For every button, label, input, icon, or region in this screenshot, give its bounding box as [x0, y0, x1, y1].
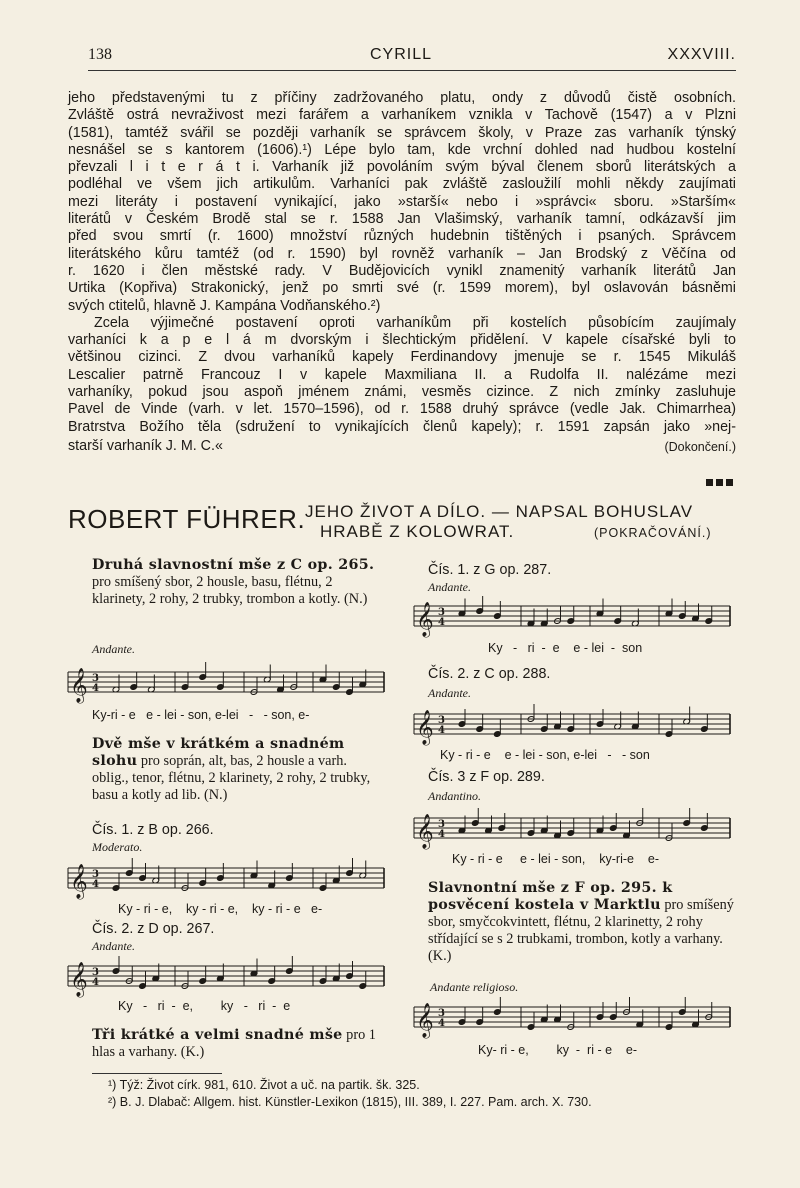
svg-text:3: 3 [438, 1008, 445, 1019]
text-line: mezi literáty i postavení vynikající, jako »starší« nebo i »správci« sboru. »Starším« [68, 193, 736, 210]
text-line: svých ctitelů, hlavně J. Kampána Vodňanského.²) [68, 297, 381, 314]
svg-text:3: 3 [438, 607, 445, 618]
lyrics-op287: Ky - ri - e e - lei - son [488, 641, 643, 655]
svg-text:3: 3 [92, 967, 99, 978]
text-line: podléhal ve všem jich artikulům. Varhaníci pak zvláště zasloužilí mohli někdy zaujímati [68, 176, 736, 193]
entry-title: Tři krátké a velmi snadné mše [92, 1027, 343, 1043]
svg-text:4: 4 [92, 879, 99, 890]
text-line: varhaníky, pokud jsou aspoň jménem známi, vesměs cizince. Z nich zmínky zasluhuje [68, 384, 736, 401]
music-staff-op266 [64, 858, 390, 902]
music-staff-op267 [64, 956, 390, 1000]
tempo-marking: Andante religioso. [430, 980, 519, 994]
entry-description: pro smíšený sbor, 2 housle, basu, flétnu, 2 klarinety, 2 rohy, 2 trubky, trombon a kotly. (N.) [92, 574, 368, 607]
article-continuation-note: (POKRAČOVÁNÍ.) [594, 526, 712, 540]
svg-text:𝄞: 𝄞 [70, 962, 88, 997]
text-line: před svou smrtí (r. 1600) množství různých hudebnin tištěných i psaných. Správcem [68, 228, 736, 245]
header-rule [88, 70, 736, 71]
tempo-marking: Andante. [428, 686, 471, 700]
music-staff-op287 [410, 596, 736, 640]
text-line: převzali l i t e r á t i. Varhaník již povoláním svým býval členem sborů literátských a [68, 159, 736, 176]
section-separator-ornament [706, 479, 733, 486]
lyrics-op288: Ky - ri - e e - lei - son, e-lei - - son [440, 748, 650, 762]
lyrics-op295: Ky- ri - e, ky - ri - e e- [478, 1043, 638, 1057]
music-staff-op289 [410, 808, 736, 852]
example-label: Čís. 1. z G op. 287. [428, 562, 552, 578]
article-end-row [68, 438, 736, 456]
article-continuation-text [68, 90, 736, 436]
svg-text:4: 4 [438, 1018, 445, 1029]
text-line: Bratrstva Božího těla (sdružení to vynikajících členů kapely); r. 1591 zapsán jako »nej- [68, 418, 736, 435]
svg-text:4: 4 [92, 683, 99, 694]
svg-text:3: 3 [438, 819, 445, 830]
svg-text:𝄞: 𝄞 [416, 814, 434, 849]
example-label: Čís. 2. z D op. 267. [92, 921, 215, 937]
svg-text:4: 4 [92, 977, 99, 988]
entry-mass-op265 [92, 557, 387, 608]
svg-text:𝄞: 𝄞 [416, 710, 434, 745]
running-title: CYRILL [370, 46, 433, 63]
entry-title: Druhá slavnostní mše z C op. 265. [92, 557, 375, 573]
tempo-marking: Andantino. [428, 789, 481, 803]
svg-text:3: 3 [92, 673, 99, 684]
entry-mass-op295 [428, 880, 734, 965]
article-subtitle-line1: JEHO ŽIVOT A DÍLO. — NAPSAL BOHUSLAV [305, 502, 694, 521]
text-line: r. 1620 i člen městské rady. V Budějovicích vynikl znamenitý varhaník literátů Jan [68, 262, 736, 279]
example-label: Čís. 3 z F op. 289. [428, 769, 545, 785]
svg-text:𝄞: 𝄞 [70, 668, 88, 703]
text-line: většinou cizinci. Z dvou varhaníků kapely Ferdinandovy jmenuje se r. 1545 Mikuláš [68, 349, 736, 366]
entry-two-masses [92, 736, 387, 804]
tempo-marking: Moderato. [92, 840, 143, 854]
svg-text:𝄞: 𝄞 [416, 602, 434, 637]
entry-three-masses [92, 1027, 387, 1061]
lyrics-op289: Ky - ri - e e - lei - son, ky-ri-e e- [452, 852, 659, 866]
example-label: Čís. 1. z B op. 266. [92, 822, 214, 838]
text-line: literátů v Českém Brodě stal se r. 1588 Jan Vlašimský, varhaník tamní, odkázavší jim [68, 211, 736, 228]
page-header [88, 46, 736, 68]
text-line: Urtika (Kopřiva) Strakonický, jenž po smrti své (r. 1599 morem), byl oslavován básněmi [68, 280, 736, 297]
svg-text:4: 4 [438, 725, 445, 736]
svg-text:𝄞: 𝄞 [70, 864, 88, 899]
tempo-marking: Andante. [92, 642, 135, 656]
svg-text:3: 3 [92, 869, 99, 880]
svg-text:4: 4 [438, 617, 445, 628]
entry-description: pro 1 hlas a varhany. (K.) [92, 1027, 376, 1060]
tempo-marking: Andante. [428, 580, 471, 594]
text-line: Zcela výjimečné postavení oproti varhaníkům při kostelích působícím zaujímaly [94, 314, 736, 331]
text-line: varhaníci k a p e l á m dvorským i šlechtickým přidělení. V kapele císařské byli to [68, 332, 736, 349]
text-line: nesnášel se s kantorem (1606).¹) Lépe bylo tam, kde vrchní dohled nad hudbou kostelní [68, 141, 736, 158]
entry-title: Dvě mše v krátkém a snadném slohu [92, 736, 345, 769]
lyrics-op267: Ky - ri - e, ky - ri - e [118, 999, 291, 1013]
footnote-2: ²) B. J. Dlabač: Allgem. hist. Künstler-Lexikon (1815), III. 389, I. 227. Pam. arch. X. 730. [108, 1095, 592, 1109]
text-line: jeho představenými tu z příčiny zadržovaného platu, ondy z důvodů čistě osobních. [68, 90, 736, 106]
music-staff-op288 [410, 704, 736, 748]
article-last-line: starší varhaník J. M. C.« [68, 438, 223, 454]
svg-text:3: 3 [438, 715, 445, 726]
text-line: Zvláště ostrá nevraživost mezi farářem a varhaníkem vznikla v Tachově (1547) a v Plzni [68, 107, 736, 124]
entry-title: Slavnontní mše z F op. 295. k posvěcení kostela v Marktlu [428, 880, 673, 913]
entry-description: pro soprán, alt, bas, 2 housle a varh. oblig., tenor, flétnu, 2 klarinety, 2 rohy, 2 trubky, basu a kotly ad lib. (N.) [92, 753, 371, 803]
article-subtitle-line2: HRABĚ Z KOLOWRAT. [320, 522, 515, 541]
music-staff-op265 [64, 662, 390, 706]
text-line: literátského kůru tamtéž (od r. 1590) byl rovněž varhaník – Jan Brodský z Věčína od [68, 245, 736, 262]
continued-mark: (Dokončení.) [664, 440, 736, 454]
example-label: Čís. 2. z C op. 288. [428, 666, 551, 682]
music-staff-op295 [410, 997, 736, 1041]
article-author-title: ROBERT FÜHRER. [68, 504, 306, 534]
page-number: 138 [88, 46, 112, 63]
footnote-1: ¹) Týž: Život círk. 981, 610. Život a uč. na partik. šk. 325. [108, 1078, 420, 1092]
lyrics-op265: Ky-ri - e e - lei - son, e-lei - - son, e- [92, 708, 310, 722]
footnote-rule [92, 1073, 222, 1074]
text-line: Lescalier patrně Francouz I v kapele Maxmiliana II. a Rudolfa II. nalézáme mezi [68, 366, 736, 383]
volume-number: XXXVIII. [667, 46, 736, 63]
svg-text:4: 4 [438, 829, 445, 840]
tempo-marking: Andante. [92, 939, 135, 953]
svg-text:𝄞: 𝄞 [416, 1003, 434, 1038]
text-line: (1581), tamtéž svářil se později varhaník se správcem školy, v Praze zas varhaník týnský [68, 124, 736, 141]
entry-description: pro smíšený sbor, smyčcokvintett, flétnu, 2 klarinetty, 2 rohy střídající se s 2 trubkami, trombon, kotly a varhany. (K.) [428, 897, 734, 964]
text-line: Pavel de Vinde (varh. v let. 1570–1596), od r. 1588 druhý správce (vedle Jak. Chimarrhea) [68, 401, 736, 418]
lyrics-op266: Ky - ri - e, ky - ri - e, ky - ri - e e- [118, 902, 323, 916]
